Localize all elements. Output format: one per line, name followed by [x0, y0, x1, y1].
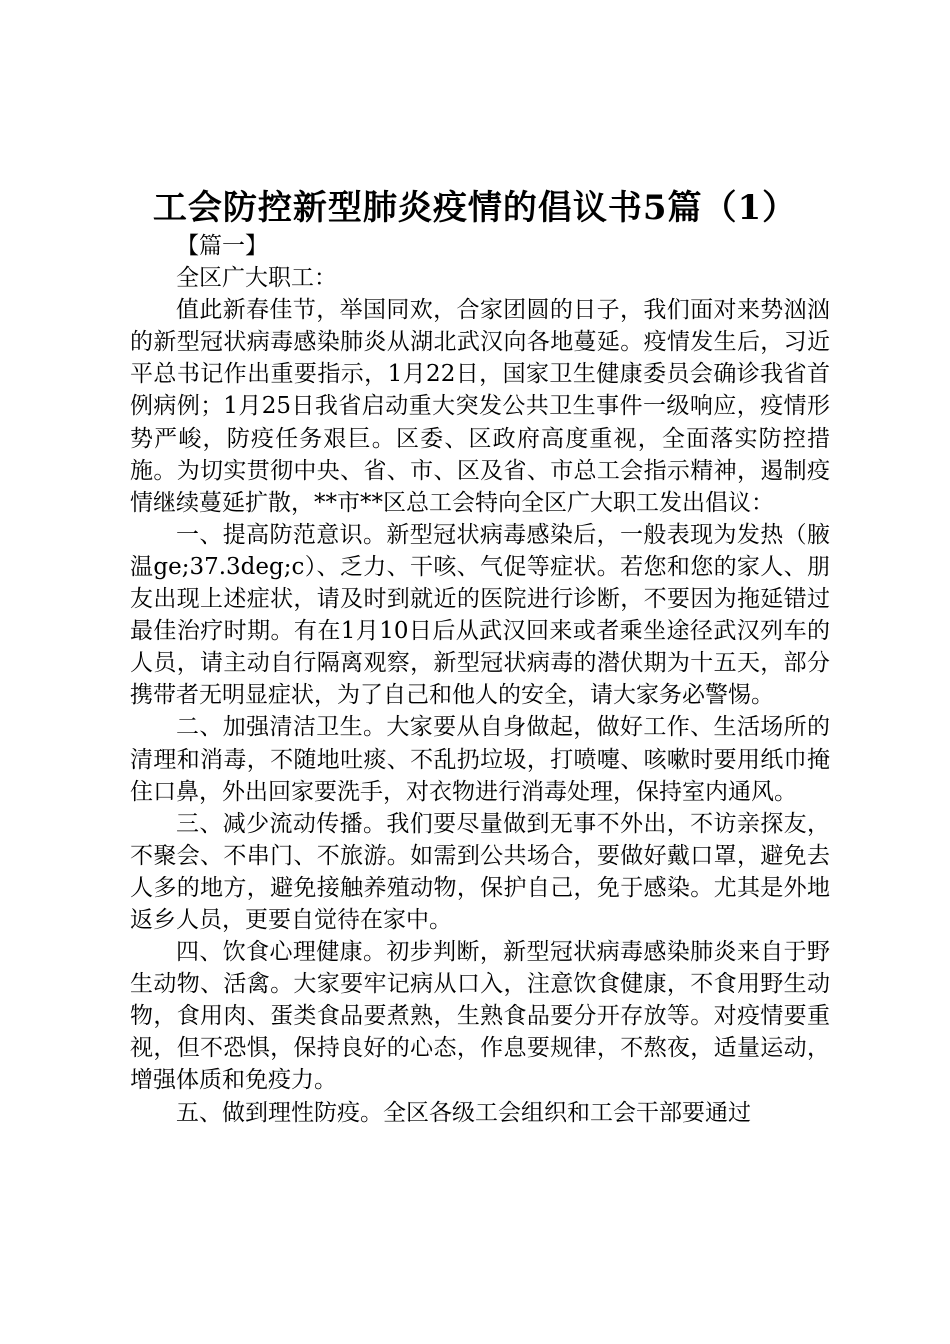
salutation: 全区广大职工：: [176, 265, 337, 292]
paragraph-point-3: 三、减少流动传播。我们要尽量做到无事不外出，不访亲探友，不聚会、不串门、不旅游。如需到公共场合，要做好戴口罩，避免去人多的地方，避免接触养殖动物，保护自己，免于感染。尤其是外地返乡人员，更要自觉待在家中。: [130, 810, 830, 933]
paragraph-point-1: 一、提高防范意识。新型冠状病毒感染后，一般表现为发热（腋温ge;37.3deg;c）、乏力、干咳、气促等症状。若您和您的家人、朋友出现上述症状，请及时到就近的医院进行诊断，不要因为拖延错过最佳治疗时期。有在1月10日后从武汉回来或者乘坐途径武汉列车的人员，请主动自行隔离观察，新型冠状病毒的潜伏期为十五天，部分携带者无明显症状，为了自己和他人的安全，请大家务必警惕。: [130, 521, 830, 709]
paragraph-point-2: 二、加强清洁卫生。大家要从自身做起，做好工作、生活场所的清理和消毒，不随地吐痰、不乱扔垃圾，打喷嚏、咳嗽时要用纸巾掩住口鼻，外出回家要洗手，对衣物进行消毒处理，保持室内通风。: [130, 714, 830, 805]
document-title: 工会防控新型肺炎疫情的倡议书5篇（1）: [152, 188, 798, 228]
paragraph-intro: 值此新春佳节，举国同欢，合家团圆的日子，我们面对来势汹汹的新型冠状病毒感染肺炎从湖北武汉向各地蔓延。疫情发生后，习近平总书记作出重要指示，1月22日，国家卫生健康委员会确诊我省首例病例；1月25日我省启动重大突发公共卫生事件一级响应，疫情形势严峻，防疫任务艰巨。区委、区政府高度重视，全面落实防控措施。为切实贯彻中央、省、市、区及省、市总工会指示精神，遏制疫情继续蔓延扩散，**市**区总工会特向全区广大职工发出倡议：: [130, 297, 830, 516]
section-heading: 【篇一】: [176, 233, 268, 259]
document-body: [130, 230, 830, 1129]
paragraph-point-5: 五、做到理性防疫。全区各级工会组织和工会干部要通过: [176, 1099, 751, 1126]
paragraph-point-4: 四、饮食心理健康。初步判断，新型冠状病毒感染肺炎来自于野生动物、活禽。大家要牢记病从口入，注意饮食健康，不食用野生动物，食用肉、蛋类食品要煮熟，生熟食品要分开存放等。对疫情要重视，但不恐惧，保持良好的心态，作息要规律，不熬夜，适量运动，增强体质和免疫力。: [130, 939, 830, 1094]
